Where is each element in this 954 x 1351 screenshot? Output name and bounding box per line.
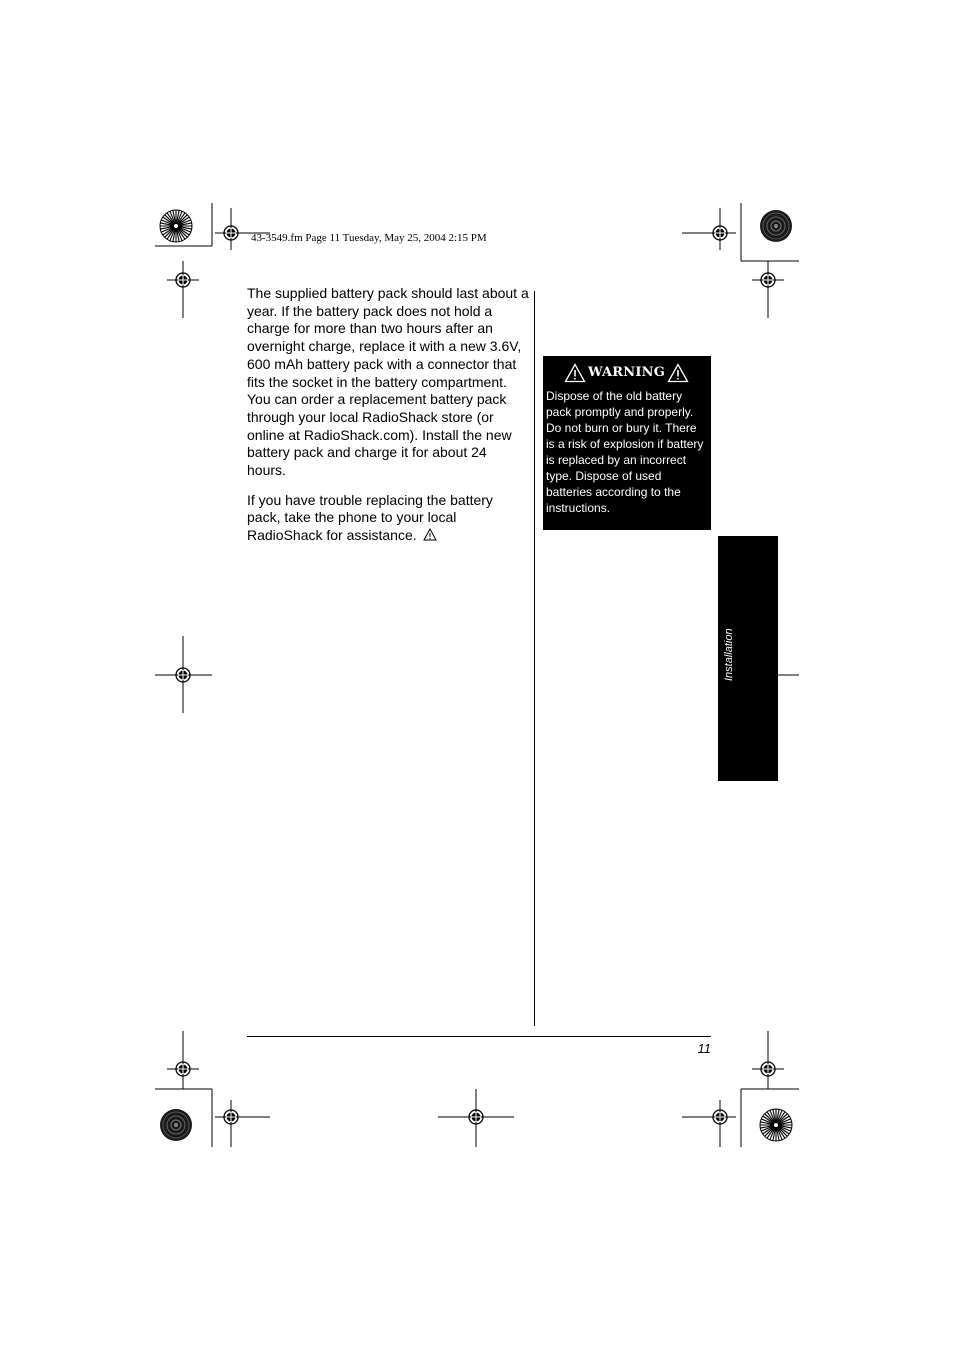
warning-triangle-icon [423, 528, 437, 541]
body-text-column [247, 285, 529, 557]
footer-rule [247, 1036, 711, 1037]
battery-life-paragraph: The supplied battery pack should last about a year. If the battery pack does not hold a charge for more than two hours after an overnight charge, replace it with a new 3.6V, 600 mAh battery pack with a connector that fits the socket in the battery compartment. You can order a replacement battery pack through your local RadioShack store (or online at RadioShack.com). Install the new battery pack and charge it for about 24 hours. [247, 285, 529, 479]
section-side-tab-label: Installation [723, 628, 735, 682]
warning-triangle-icon [564, 363, 586, 383]
page-number: 11 [697, 1041, 711, 1056]
assistance-paragraph-text: If you have trouble replacing the battery pack, take the phone to your local RadioShack for assistance. [247, 491, 493, 544]
column-divider [534, 291, 535, 1026]
warning-triangle-icon [667, 363, 689, 383]
file-info-header: 43-3549.fm Page 11 Tuesday, May 25, 2004 2:15 PM [251, 232, 487, 244]
warning-title: WARNING [587, 365, 665, 380]
warning-text: Dispose of the old battery pack promptly and properly. Do not burn or bury it. There is a risk of explosion if battery is replaced by an incorrect type. Dispose of used batteries according to the instructions. [546, 389, 704, 515]
warning-header [546, 362, 707, 384]
assistance-paragraph [247, 492, 529, 545]
warning-box [543, 356, 711, 530]
